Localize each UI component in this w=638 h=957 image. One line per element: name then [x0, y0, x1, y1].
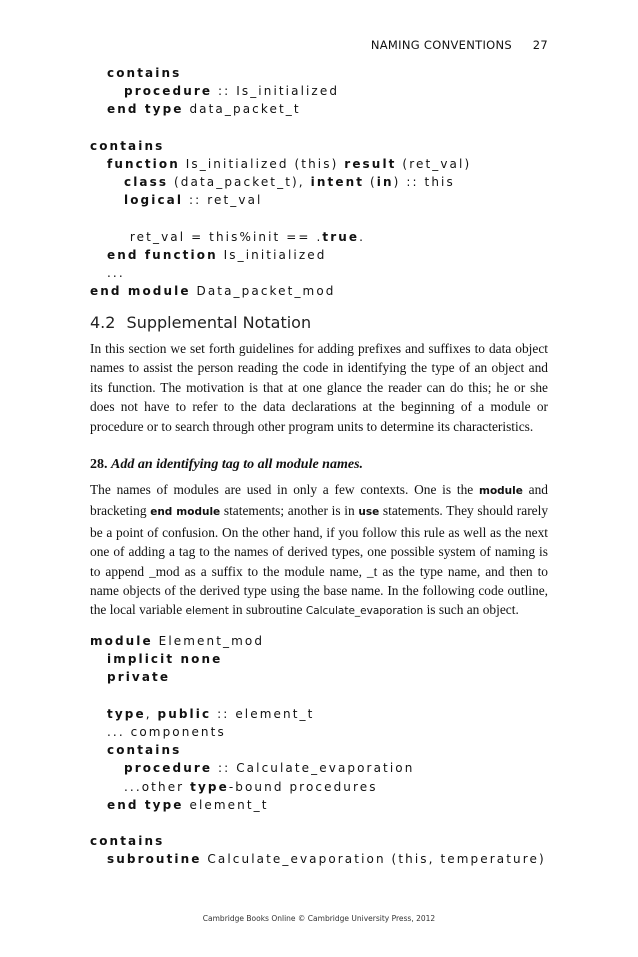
code-keyword: subroutine	[107, 852, 202, 867]
code-line	[90, 282, 471, 300]
code-text: Data_packet_mod	[190, 284, 336, 299]
code-keyword: result	[344, 156, 397, 171]
code-text: :: Is_initialized	[212, 84, 340, 99]
code-text: ...other	[124, 779, 191, 794]
text-run: The names of modules are used in only a few contexts. One is the	[90, 482, 480, 497]
code-line	[90, 228, 471, 246]
text-run: is such an object.	[423, 602, 519, 618]
text-run: and bracketing	[90, 482, 548, 519]
code-text: element_t	[183, 797, 269, 812]
code-keyword: type	[190, 779, 229, 794]
code-line	[90, 632, 546, 650]
keyword-module: module	[479, 485, 523, 497]
code-line	[90, 173, 471, 191]
code-text: :: Calculate_evaporation	[212, 761, 415, 776]
copyright-footer: Cambridge Books Online © Cambridge University Press, 2012	[202, 914, 436, 923]
paragraph-intro: In this section we set forth guidelines for adding prefixes and suffixes to data object names to assist the person reading the code in identifying the type of an object and its function. The motivation is that at one glance the reader can do this; he or she does not have to refer to the data declarations at the beginning of a module or procedure or to search through other program units to determine its characteristics.	[90, 341, 548, 434]
code-keyword: procedure	[124, 84, 213, 99]
code-text: Is_initialized	[217, 247, 327, 262]
rule-number: 28.	[90, 457, 108, 472]
keyword-element: element	[185, 605, 229, 618]
paragraph-module-names	[90, 480, 548, 622]
code-text: (data_packet_t),	[168, 175, 311, 190]
code-text: ) :: this	[393, 175, 455, 190]
keyword-use: use	[358, 506, 380, 519]
code-keyword: end module	[90, 284, 191, 299]
code-line	[90, 850, 546, 868]
page-number: 27	[532, 38, 548, 52]
keyword-end-module: end module	[150, 506, 221, 519]
code-text: ret_val = this%init == .	[124, 229, 323, 244]
code-text: ... components	[107, 724, 226, 739]
code-keyword: contains	[107, 743, 182, 758]
section-number: 4.2	[90, 313, 116, 332]
code-text: ,	[145, 706, 158, 721]
code-keyword: implicit none	[107, 652, 223, 667]
code-text: (ret_val)	[396, 156, 472, 171]
code-text: Is_initialized (this)	[179, 156, 345, 171]
code-text: ...	[107, 266, 125, 281]
code-line	[90, 100, 471, 118]
code-keyword: function	[107, 156, 180, 171]
code-line	[90, 650, 546, 668]
keyword-calculate-evaporation: Calculate_evaporation	[305, 605, 424, 618]
text-run: in subroutine	[228, 602, 306, 618]
code-line	[90, 137, 471, 155]
code-line	[90, 723, 546, 741]
rule-heading	[90, 457, 363, 473]
code-keyword: contains	[107, 66, 182, 80]
code-line	[90, 687, 546, 705]
code-line	[90, 64, 471, 82]
code-text: :: element_t	[211, 706, 315, 721]
code-line	[90, 814, 546, 832]
code-keyword: true	[322, 229, 360, 244]
rule-text: Add an identifying tag to all module names.	[111, 457, 364, 472]
code-text: Calculate_evaporation (this, temperature)	[201, 852, 546, 867]
running-title: NAMING CONVENTIONS	[370, 38, 512, 52]
code-keyword: public	[157, 706, 212, 721]
text-run: statements; another is in	[220, 503, 359, 519]
code-line	[90, 705, 546, 723]
code-keyword: end type	[107, 102, 184, 117]
code-line	[90, 264, 471, 282]
code-text: -bound procedures	[228, 779, 378, 794]
code-line	[90, 155, 471, 173]
code-text: Element_mod	[152, 634, 265, 648]
code-keyword: procedure	[124, 761, 213, 776]
code-keyword: contains	[90, 834, 165, 849]
code-line	[90, 191, 471, 209]
code-line	[90, 741, 546, 759]
code-keyword: class	[124, 175, 169, 190]
code-text: data_packet_t	[183, 102, 301, 117]
code-text: :: ret_val	[183, 193, 263, 208]
code-line	[90, 796, 546, 814]
code-keyword: module	[90, 634, 153, 648]
code-line	[90, 246, 471, 264]
section-heading	[90, 313, 311, 332]
running-header	[90, 38, 548, 56]
text-run: statements. They should rarely be a point of confusion. On the other hand, if you follow this rule as well as the next one of adding a tag to the names of derived types, one possible system of naming is to append _mod as a suffix to the module name, _t as the type name, and then to name objects of the derived type using the base name. In the following code outline, the local variable	[90, 503, 549, 618]
code-text: .	[359, 229, 366, 244]
code-keyword: private	[107, 670, 171, 685]
code-keyword: intent	[310, 175, 365, 190]
code-keyword: end type	[107, 797, 184, 812]
code-line	[90, 759, 546, 777]
code-listing-top	[90, 64, 471, 300]
code-line	[90, 832, 546, 850]
code-keyword: logical	[124, 193, 184, 208]
code-line	[90, 778, 546, 796]
code-keyword: end function	[107, 247, 218, 262]
code-line	[90, 668, 546, 686]
code-text: (	[364, 175, 377, 190]
code-keyword: in	[376, 175, 394, 190]
code-keyword: type	[107, 706, 146, 721]
section-title: Supplemental Notation	[126, 313, 312, 332]
code-line	[90, 210, 471, 228]
code-line	[90, 119, 471, 137]
code-keyword: contains	[90, 138, 165, 153]
code-listing-bottom	[90, 632, 546, 868]
code-line	[90, 82, 471, 100]
